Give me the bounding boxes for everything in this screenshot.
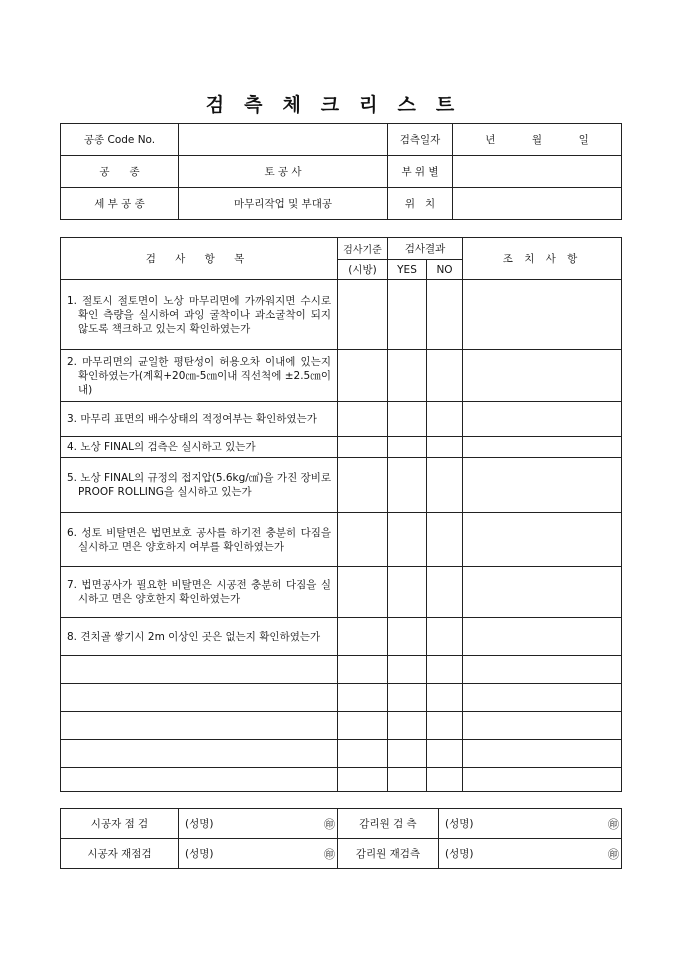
standard-cell[interactable] [338, 656, 388, 684]
check-item-7 [61, 567, 338, 618]
supervisor-inspect-label: 감리원 검 측 [338, 809, 439, 839]
action-cell[interactable] [463, 437, 622, 458]
checklist-header-row [61, 238, 622, 260]
no-cell[interactable] [427, 513, 463, 567]
no-cell[interactable] [427, 712, 463, 740]
check-item-text: 3. 마무리 표면의 배수상태의 적정여부는 확인하였는가 [67, 413, 317, 425]
check-item-text: 8. 견치골 쌓기시 2m 이상인 곳은 없는지 확인하였는가 [67, 630, 321, 643]
check-item-5 [61, 458, 338, 513]
standard-cell[interactable] [338, 740, 388, 768]
header-table [60, 123, 622, 220]
checklist-row [61, 280, 622, 350]
standard-cell[interactable] [338, 684, 388, 712]
signature-row-2 [61, 839, 622, 869]
seal-icon: ㊞ [579, 809, 622, 839]
yes-cell[interactable] [388, 513, 427, 567]
action-cell[interactable] [463, 684, 622, 712]
standard-cell[interactable] [338, 402, 388, 437]
checklist-row [61, 402, 622, 437]
item-cell[interactable] [61, 656, 338, 684]
no-cell[interactable] [427, 350, 463, 402]
work-type-value[interactable]: 토 공 사 [179, 156, 388, 188]
code-value[interactable] [179, 124, 388, 156]
standard-cell[interactable] [338, 712, 388, 740]
col-no-header: NO [427, 260, 463, 280]
no-cell[interactable] [427, 618, 463, 656]
no-cell[interactable] [427, 740, 463, 768]
yes-cell[interactable] [388, 280, 427, 350]
no-cell[interactable] [427, 768, 463, 792]
inspection-date-label: 검측일자 [388, 124, 453, 156]
action-cell[interactable] [463, 740, 622, 768]
supervisor-reinspect-name[interactable]: (성명) [439, 839, 579, 869]
action-cell[interactable] [463, 402, 622, 437]
check-item-text: 1. 절토시 절토면이 노상 마무리면에 가까워지면 수시로 확인 측량을 실시하여 과잉 굴착이나 과소굴착이 되지 않도록 책크하고 있는지 확인하였는가 [67, 294, 331, 335]
action-cell[interactable] [463, 618, 622, 656]
yes-cell[interactable] [388, 712, 427, 740]
standard-cell[interactable] [338, 768, 388, 792]
no-cell[interactable] [427, 280, 463, 350]
col-standard-header: 검사기준 [338, 238, 388, 260]
checklist-row [61, 437, 622, 458]
action-cell[interactable] [463, 458, 622, 513]
no-cell[interactable] [427, 684, 463, 712]
no-cell[interactable] [427, 656, 463, 684]
checklist-empty-row [61, 740, 622, 768]
location-value[interactable] [453, 188, 622, 220]
yes-cell[interactable] [388, 437, 427, 458]
col-standard-sub: (시방) [338, 260, 388, 280]
item-cell[interactable] [61, 740, 338, 768]
header-row-type [61, 156, 622, 188]
yes-cell[interactable] [388, 458, 427, 513]
check-item-2 [61, 350, 338, 402]
check-item-4 [61, 437, 338, 458]
date-day: 일 [578, 134, 589, 146]
no-cell[interactable] [427, 458, 463, 513]
inspection-date-value[interactable] [453, 124, 622, 156]
standard-cell[interactable] [338, 567, 388, 618]
checklist-table [60, 237, 622, 792]
standard-cell[interactable] [338, 458, 388, 513]
col-result-header: 검사결과 [388, 238, 463, 260]
check-item-text: 7. 법면공사가 필요한 비탈면은 시공전 충분히 다짐을 실시하고 면은 양호한지 확인하였는가 [67, 579, 331, 605]
checklist-row [61, 458, 622, 513]
part-value[interactable] [453, 156, 622, 188]
action-cell[interactable] [463, 712, 622, 740]
supervisor-reinspect-label: 감리원 재검측 [338, 839, 439, 869]
signature-table [60, 808, 622, 869]
check-item-text: 4. 노상 FINAL의 검측은 실시하고 있는가 [67, 441, 256, 453]
yes-cell[interactable] [388, 684, 427, 712]
checklist-empty-row [61, 712, 622, 740]
header-row-subtype [61, 188, 622, 220]
yes-cell[interactable] [388, 402, 427, 437]
work-type-label: 공 종 [61, 156, 179, 188]
standard-cell[interactable] [338, 618, 388, 656]
standard-cell[interactable] [338, 350, 388, 402]
contractor-inspect-name[interactable]: (성명) [179, 809, 304, 839]
yes-cell[interactable] [388, 350, 427, 402]
seal-icon: ㊞ [579, 839, 622, 869]
checklist-row [61, 567, 622, 618]
contractor-reinspect-label: 시공자 재점검 [61, 839, 179, 869]
supervisor-inspect-name[interactable]: (성명) [439, 809, 579, 839]
checklist-empty-row [61, 684, 622, 712]
code-label: 공종 Code No. [61, 124, 179, 156]
no-cell[interactable] [427, 567, 463, 618]
yes-cell[interactable] [388, 768, 427, 792]
date-month: 월 [531, 134, 543, 146]
part-label: 부 위 별 [388, 156, 453, 188]
action-cell[interactable] [463, 656, 622, 684]
checklist-row [61, 513, 622, 567]
check-item-text: 6. 성토 비탈면은 법면보호 공사를 하기전 충분히 다짐을 실시하고 면은 양호하지 여부를 확인하였는가 [67, 526, 331, 553]
action-cell[interactable] [463, 567, 622, 618]
yes-cell[interactable] [388, 567, 427, 618]
item-cell[interactable] [61, 684, 338, 712]
action-cell[interactable] [463, 350, 622, 402]
signature-row-1 [61, 809, 622, 839]
header-row-code [61, 124, 622, 156]
yes-cell[interactable] [388, 618, 427, 656]
standard-cell[interactable] [338, 513, 388, 567]
yes-cell[interactable] [388, 656, 427, 684]
col-action-header: 조 치 사 항 [463, 238, 622, 280]
check-item-1 [61, 280, 338, 350]
action-cell[interactable] [463, 513, 622, 567]
check-item-text: 2. 마무리면의 균일한 평탄성이 허용오차 이내에 있는지 확인하였는가(계획+20㎝-5㎝이내 직선척에 ±2.5㎝이내) [67, 355, 331, 396]
checklist-empty-row [61, 768, 622, 792]
standard-cell[interactable] [338, 280, 388, 350]
subtype-label: 세 부 공 종 [61, 188, 179, 220]
check-item-8 [61, 618, 338, 656]
no-cell[interactable] [427, 437, 463, 458]
contractor-reinspect-name[interactable]: (성명) [179, 839, 304, 869]
no-cell[interactable] [427, 402, 463, 437]
action-cell[interactable] [463, 280, 622, 350]
action-cell[interactable] [463, 768, 622, 792]
contractor-inspect-label: 시공자 점 검 [61, 809, 179, 839]
checklist-empty-row [61, 656, 622, 684]
checklist-row [61, 350, 622, 402]
date-year: 년 [485, 134, 496, 146]
standard-cell[interactable] [338, 437, 388, 458]
check-item-3 [61, 402, 338, 437]
page-title: 검측체크리스트 [205, 94, 475, 116]
col-yes-header: YES [388, 260, 427, 280]
seal-icon: ㊞ [304, 839, 338, 869]
seal-icon: ㊞ [304, 809, 338, 839]
check-item-text: 5. 노상 FINAL의 규정의 접지압(5.6kg/㎠)을 가진 장비로 PROOF ROLLING을 실시하고 있는가 [67, 472, 331, 498]
checklist-row [61, 618, 622, 656]
item-cell[interactable] [61, 768, 338, 792]
item-cell[interactable] [61, 712, 338, 740]
subtype-value[interactable]: 마무리작업 및 부대공 [179, 188, 388, 220]
location-label: 위 치 [388, 188, 453, 220]
check-item-6 [61, 513, 338, 567]
col-item-header: 검 사 항 목 [61, 238, 338, 280]
yes-cell[interactable] [388, 740, 427, 768]
